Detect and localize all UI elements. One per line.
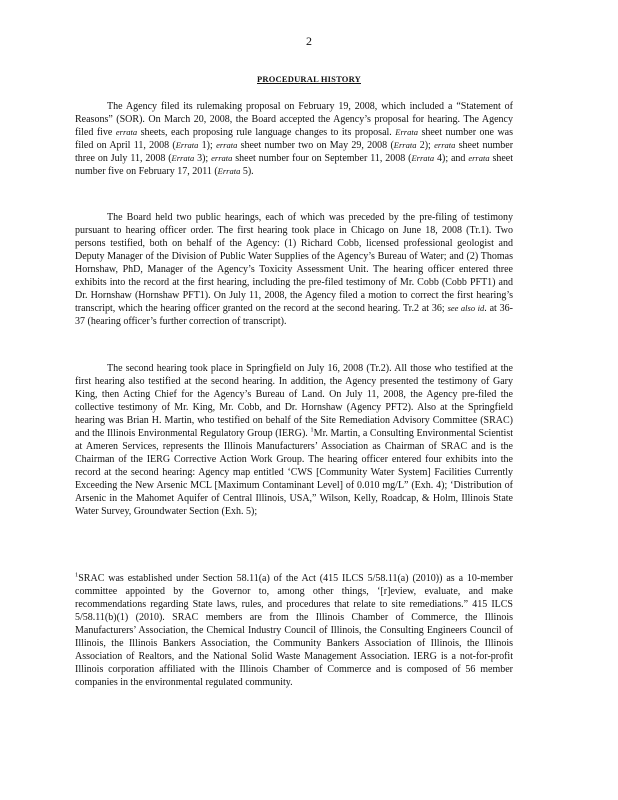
- paragraph-2: [75, 211, 513, 328]
- italic-text: errata: [468, 153, 490, 163]
- text-run: sheet number four on September 11, 2008 (: [232, 153, 412, 164]
- text-run: 4); and: [434, 153, 469, 164]
- text-run: 1);: [198, 140, 217, 151]
- paragraph-3: [75, 362, 513, 518]
- text-run: sheet number two on May 29, 2008 (: [237, 140, 394, 151]
- text-run: sheets, each proposing rule language changes to its proposal.: [137, 127, 396, 138]
- section-heading: PROCEDURAL HISTORY: [257, 74, 361, 84]
- page-number: 2: [306, 34, 312, 48]
- italic-text: errata: [216, 140, 238, 150]
- footnote-ref: 1: [75, 571, 79, 579]
- text-run: 5).: [240, 166, 254, 177]
- italic-text: Errata: [217, 166, 241, 176]
- footnote-1: [75, 572, 513, 689]
- text-run: The second hearing took place in Springfield on July 16, 2008 (Tr.2). All those who testified at the first hearing also testified at the second hearing. In addition, the Agency presented the testimony of Gary King, then Acting Chief for the Agency’s Bureau of Land. On July 11, 2008, the Agency pre-filed the collective testimony of Mr. King, Mr. Cobb, and Dr. Hornshaw (Agency PFT2). Also at the Springfield hearing was Brian H. Martin, who testified on behalf of the Site Remediation Advisory Committee (SRAC) and the Illinois Environmental Regulatory Group (IERG).: [75, 363, 513, 439]
- italic-text: Errata: [411, 153, 435, 163]
- italic-text: Errata: [171, 153, 195, 163]
- text-run: The Agency filed its rulemaking proposal on February 19, 2008, which included a “Statement of Reasons” (SOR). On March 20, 2008, the Board accepted the Agency’s proposal for hearing. The Agency filed five: [75, 101, 513, 138]
- text-run: SRAC was established under Section 58.11(a) of the Act (415 ILCS 5/58.11(a) (2010)) as a 10-member committee appointed by the Governor to, among other things, ‘[r]eview, evaluate, and make recommendations regarding State laws, rules, and procedures that relate to site remediations.” 415 ILCS 5/58.11(b)(1) (2010). SRAC members are from the Illinois Chamber of Commerce, the Illinois Manufacturers’ Association, the Chemical Industry Council of Illinois, the Consulting Engineers Council of Illinois, the Illinois Bankers Association, the Community Bankers Association of Illinois, the Illinois Association of Realtors, and the National Solid Waste Management Association. IERG is a not-for-profit Illinois corporation affiliated with the Illinois Chamber of Commerce and is composed of 56 member companies in the environmental regulated community.: [75, 573, 513, 688]
- italic-text: errata: [434, 140, 456, 150]
- paragraph-1: [75, 100, 513, 178]
- text-run: 2);: [416, 140, 435, 151]
- text-run: sheet number one was filed on April 11, 2008 (: [75, 127, 513, 151]
- text-run: Mr. Martin, a Consulting Environmental Scientist at Ameren Services, represents the Illinois Manufacturers’ Association as Chairman of SRAC and is the Chairman of the IERG Corrective Action Work Group. The hearing officer entered four exhibits into the record at the second hearing: Agency map entitled ‘CWS [Community Water System] Facilities Currently Exceeding the New Arsenic MCL [Maximum Contaminant Level] of 0.010 mg/L” (Exh. 4); ‘Distribution of Arsenic in the Mahomet Aquifer of Central Illinois, USA,” Wilson, Kelly, Roadcap, & Holm, Illinois State Water Survey, Groundwater Section (Exh. 5);: [75, 428, 513, 517]
- footnote-ref: 1: [310, 426, 314, 434]
- italic-text: Errata: [395, 127, 418, 137]
- text-run: 3);: [194, 153, 212, 164]
- text-run: . at 36-37 (hearing officer’s further correction of transcript).: [75, 303, 513, 327]
- italic-text: errata: [211, 153, 233, 163]
- italic-text: Errata: [175, 140, 199, 150]
- italic-text: errata: [115, 127, 138, 137]
- italic-text: see also id: [447, 303, 485, 313]
- italic-text: Errata: [393, 140, 417, 150]
- text-run: sheet number five on February 17, 2011 (: [75, 153, 514, 177]
- text-run: The Board held two public hearings, each of which was preceded by the pre-filing of testimony pursuant to hearing officer order. The first hearing took place in Chicago on June 18, 2008 (Tr.1). Two persons testified, both on behalf of the Agency: (1) Richard Cobb, licensed professional geologist and Deputy Manager of the Division of Public Water Supplies of the Agency’s Bureau of Water; and (2) Thomas Hornshaw, PhD, Manager of the Agency’s Toxicity Assessment Unit. The hearing officer entered three exhibits into the record at the first hearing, including the pre-filed testimony of Mr. Cobb (Cobb PFT1) and Dr. Hornshaw (Hornshaw PFT1). On July 11, 2008, the Agency filed a motion to correct the first hearing’s transcript, which the hearing officer granted on the record at the second hearing. Tr.2 at 36;: [75, 212, 513, 314]
- text-run: sheet number three on July 11, 2008 (: [75, 140, 514, 164]
